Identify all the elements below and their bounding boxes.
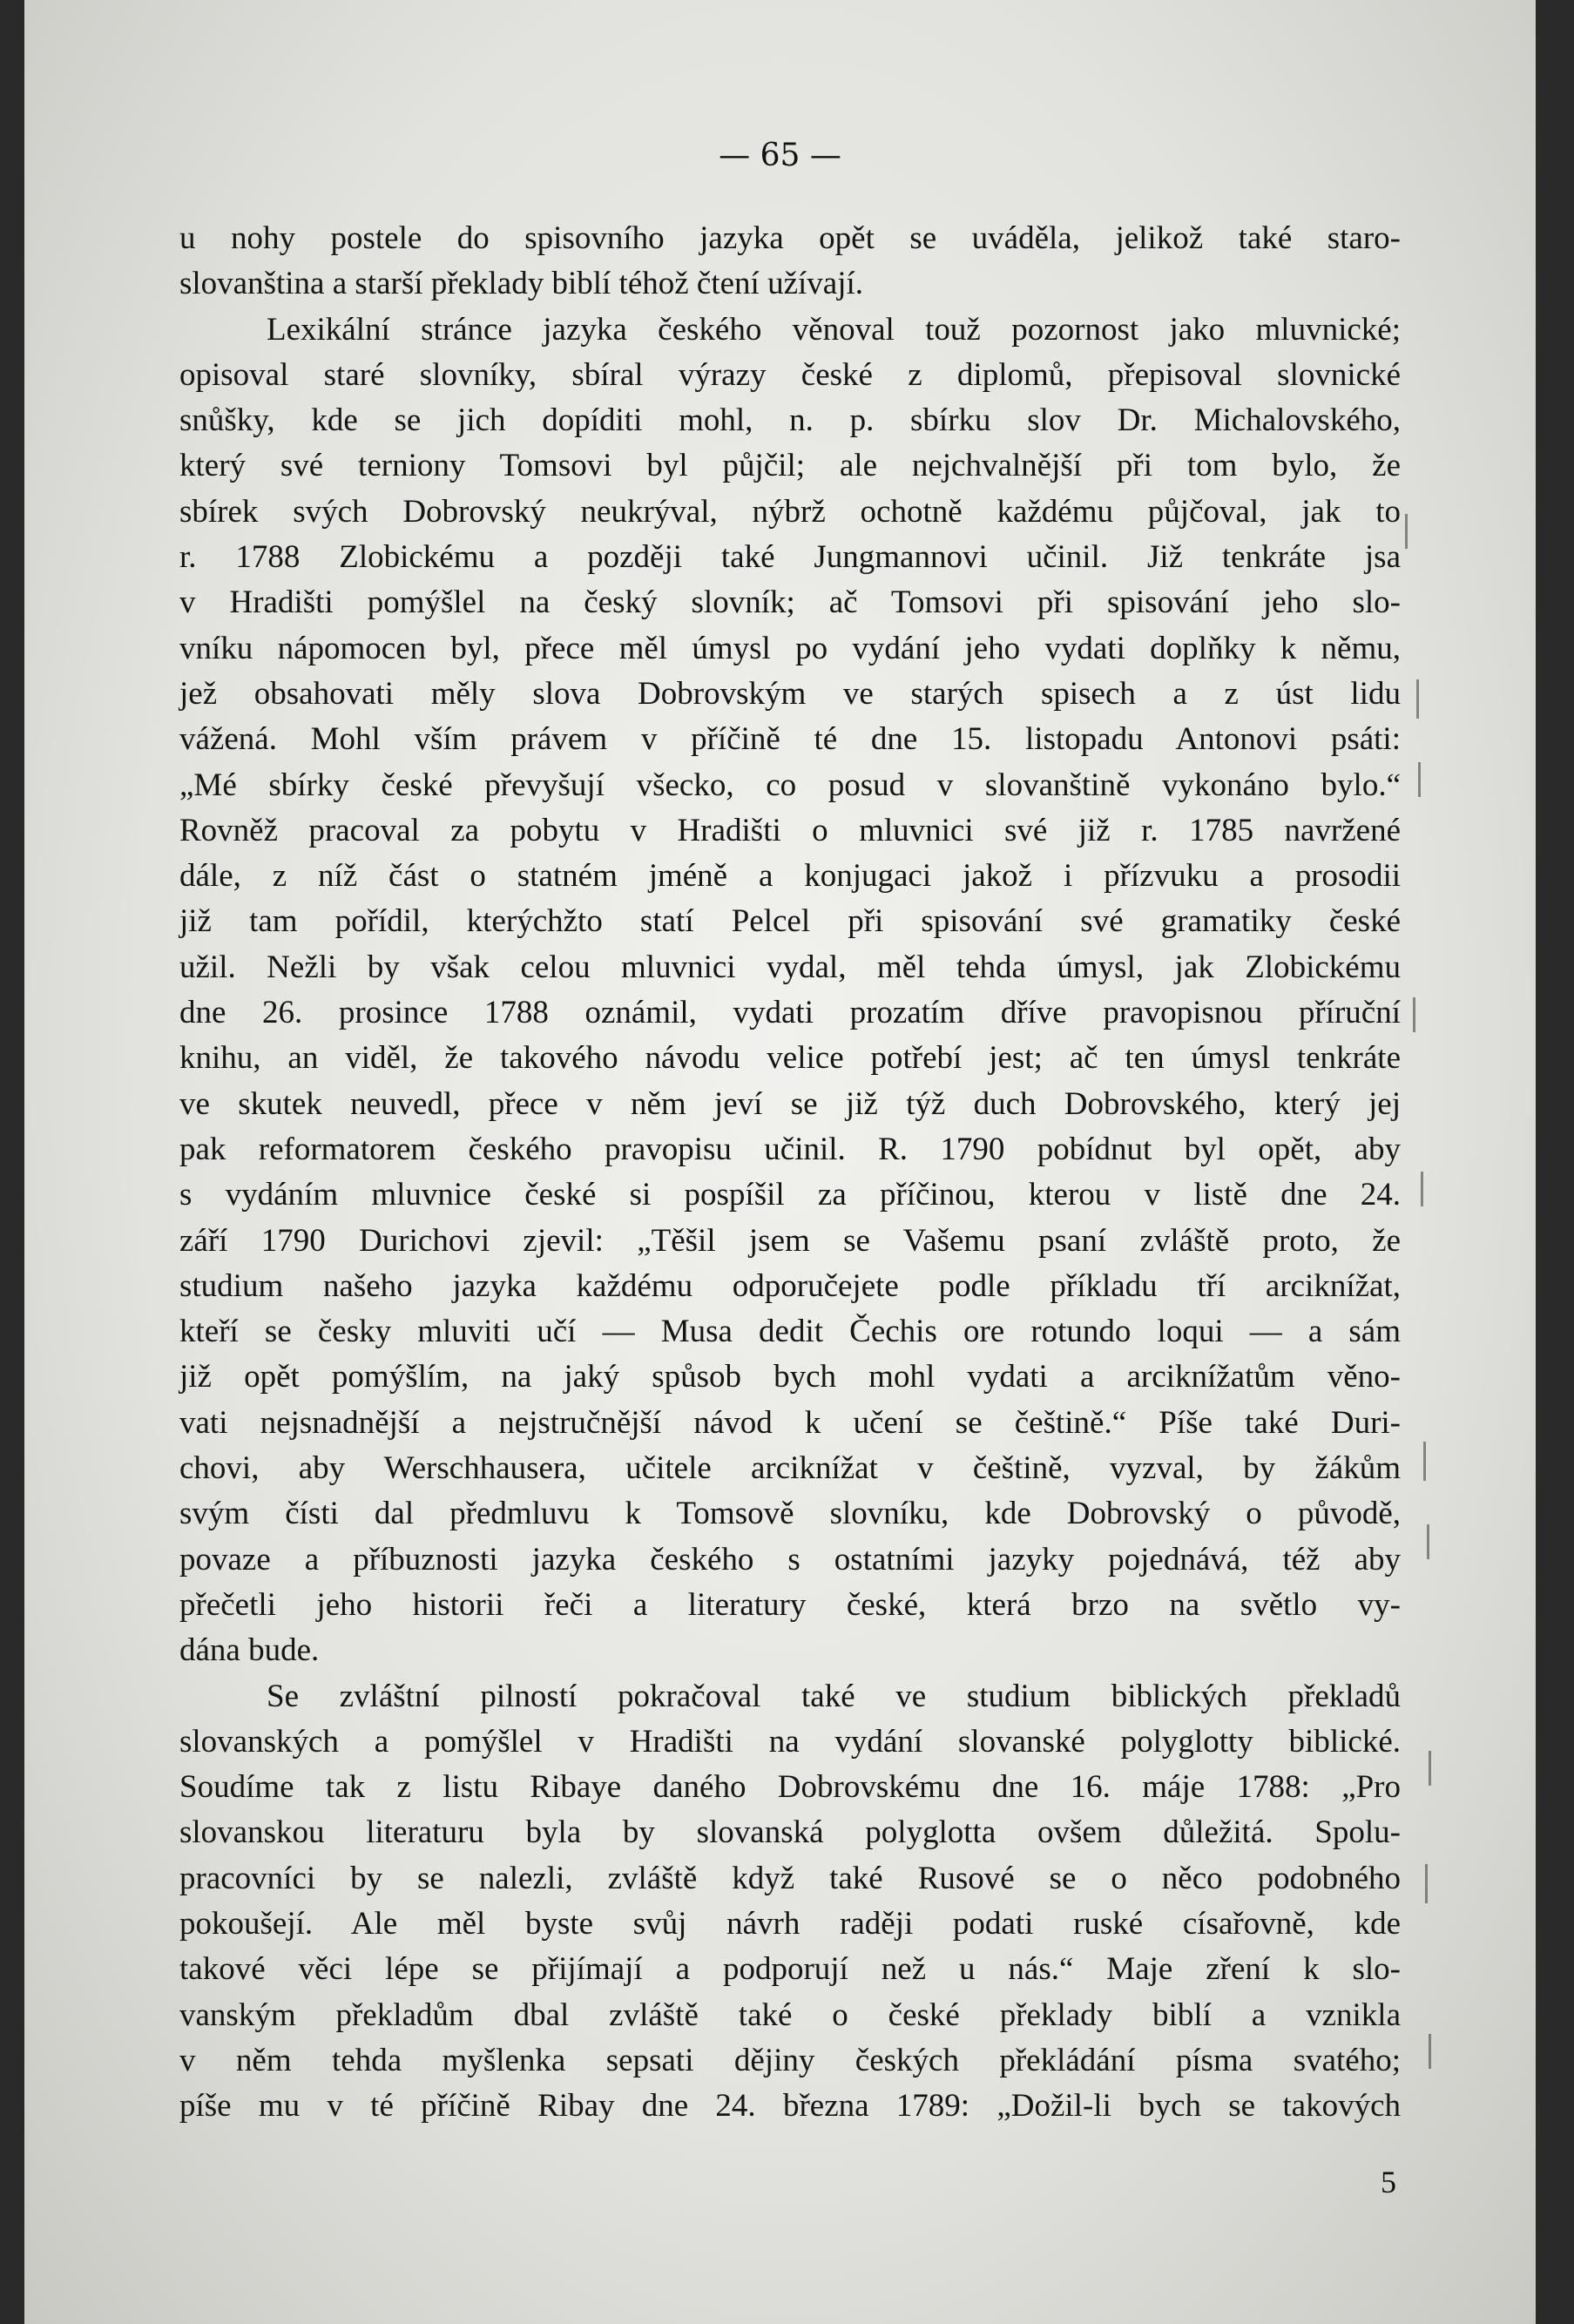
- book-page: [24, 0, 1536, 2324]
- text-line: slovanština a starší překlady biblí téhož čtení užívají.: [179, 266, 864, 302]
- signature-mark: 5: [1381, 2165, 1396, 2199]
- text-line: studium našeho jazyka každému odporučejete podle příkladu tří arciknížat,: [179, 1267, 1401, 1304]
- text-line: povaze a příbuznosti jazyka českého s ostatními jazyky pojednává, též aby: [179, 1541, 1401, 1577]
- text-line: svým čísti dal předmluvu k Tomsově slovníku, kde Dobrovský o původě,: [179, 1496, 1401, 1532]
- text-line: ve skutek neuvedl, přece v něm jeví se již týž duch Dobrovského, který jej: [179, 1085, 1401, 1122]
- text-line: dána bude.: [179, 1632, 320, 1669]
- text-line: píše mu v té příčině Ribay dne 24. března 1789: „Dožil-li bych se takových: [179, 2088, 1401, 2125]
- text-line: již tam pořídil, kterýchžto statí Pelcel při spisování své gramatiky české: [179, 903, 1401, 940]
- margin-mark: [1418, 762, 1421, 797]
- text-line: vážená. Mohl vším právem v příčině té dne 15. listopadu Antonovi psáti:: [179, 721, 1401, 758]
- text-line: r. 1788 Zlobickému a později také Jungmannovi učinil. Již tenkráte jsa: [179, 539, 1401, 576]
- text-line: který své terniony Tomsovi byl půjčil; ale nejchvalnější při tom bylo, že: [179, 448, 1401, 484]
- text-line: takové věci lépe se přijímají a podporují než u nás.“ Maje zření k slo-: [179, 1951, 1401, 1988]
- margin-mark: [1425, 1864, 1428, 1903]
- text-line: v něm tehda myšlenka sepsati dějiny českých překládání písma svatého;: [179, 2042, 1401, 2078]
- text-line: jež obsahovati měly slova Dobrovským ve starých spisech a z úst lidu: [179, 675, 1401, 712]
- margin-mark: [1429, 2034, 1431, 2069]
- text-line: vanským překladům dbal zvláště také o české překlady biblí a vznikla: [179, 1996, 1401, 2033]
- text-line: Lexikální stránce jazyka českého věnoval touž pozornost jako mluvnické;: [267, 311, 1401, 348]
- text-line: přečetli jeho historii řeči a literatury české, která brzo na světlo vy-: [179, 1586, 1401, 1623]
- text-line: již opět pomýšlím, na jaký spůsob bych mohl vydati a arciknížatům věno-: [179, 1359, 1401, 1395]
- margin-mark: [1405, 514, 1408, 549]
- text-line: pracovníci by se nalezli, zvláště když také Rusové se o něco podobného: [179, 1860, 1401, 1896]
- page-number: — 65 —: [719, 138, 841, 173]
- text-line: chovi, aby Werschhausera, učitele arciknížat v češtině, vyzval, by žákům: [179, 1450, 1401, 1487]
- text-line: knihu, an viděl, že takového návodu velice potřebí jest; ač ten úmysl tenkráte: [179, 1040, 1401, 1077]
- text-line: „Mé sbírky české převyšují všecko, co posud v slovanštině vykonáno bylo.“: [179, 767, 1401, 803]
- text-line: u nohy postele do spisovního jazyka opět se uváděla, jelikož také staro-: [179, 220, 1401, 256]
- text-line: sbírek svých Dobrovský neukrýval, nýbrž ochotně každému půjčoval, jak to: [179, 493, 1401, 530]
- text-line: v Hradišti pomýšlel na český slovník; ač Tomsovi při spisování jeho slo-: [179, 584, 1401, 621]
- text-line: dále, z níž část o statném jméně a konjugaci jakož i přízvuku a prosodii: [179, 858, 1401, 895]
- margin-mark: [1416, 679, 1419, 719]
- margin-mark: [1429, 1751, 1431, 1786]
- text-line: snůšky, kde se jich dopíditi mohl, n. p. sbírku slov Dr. Michalovského,: [179, 402, 1401, 439]
- text-line: slovanskou literaturu byla by slovanská polyglotta ovšem důležitá. Spolu-: [179, 1814, 1401, 1851]
- text-line: Soudíme tak z listu Ribaye daného Dobrovskému dne 16. máje 1788: „Pro: [179, 1769, 1401, 1806]
- margin-mark: [1423, 1442, 1426, 1481]
- text-line: pak reformatorem českého pravopisu učinil. R. 1790 pobídnut byl opět, aby: [179, 1131, 1401, 1167]
- text-line: dne 26. prosince 1788 oznámil, vydati prozatím dříve pravopisnou příruční: [179, 995, 1401, 1031]
- text-line: září 1790 Durichovi zjevil: „Těšil jsem se Vašemu psaní zvláště proto, že: [179, 1222, 1401, 1259]
- text-line: Se zvláštní pilností pokračoval také ve studium biblických překladů: [267, 1678, 1401, 1714]
- text-line: kteří se česky mluviti učí — Musa dedit Čechis ore rotundo loqui — a sám: [179, 1314, 1401, 1350]
- text-line: užil. Nežli by však celou mluvnici vydal, měl tehda úmysl, jak Zlobickému: [179, 949, 1401, 985]
- text-line: vati nejsnadnější a nejstručnější návod k učení se češtině.“ Píše také Duri-: [179, 1404, 1401, 1441]
- text-line: slovanských a pomýšlel v Hradišti na vydání slovanské polyglotty biblické.: [179, 1723, 1401, 1760]
- text-line: Rovněž pracoval za pobytu v Hradišti o mluvnici své již r. 1785 navržené: [179, 812, 1401, 848]
- margin-mark: [1421, 1172, 1423, 1206]
- text-line: opisoval staré slovníky, sbíral výrazy české z diplomů, přepisoval slovnické: [179, 356, 1401, 393]
- body-text: [179, 216, 1401, 2129]
- margin-mark: [1427, 1524, 1429, 1559]
- text-line: vníku nápomocen byl, přece měl úmysl po vydání jeho vydati doplňky k němu,: [179, 630, 1401, 666]
- text-line: s vydáním mluvnice české si pospíšil za příčinou, kterou v listě dne 24.: [179, 1177, 1401, 1213]
- text-line: pokoušejí. Ale měl byste svůj návrh raději podati ruské císařovně, kde: [179, 1905, 1401, 1942]
- margin-mark: [1413, 997, 1415, 1032]
